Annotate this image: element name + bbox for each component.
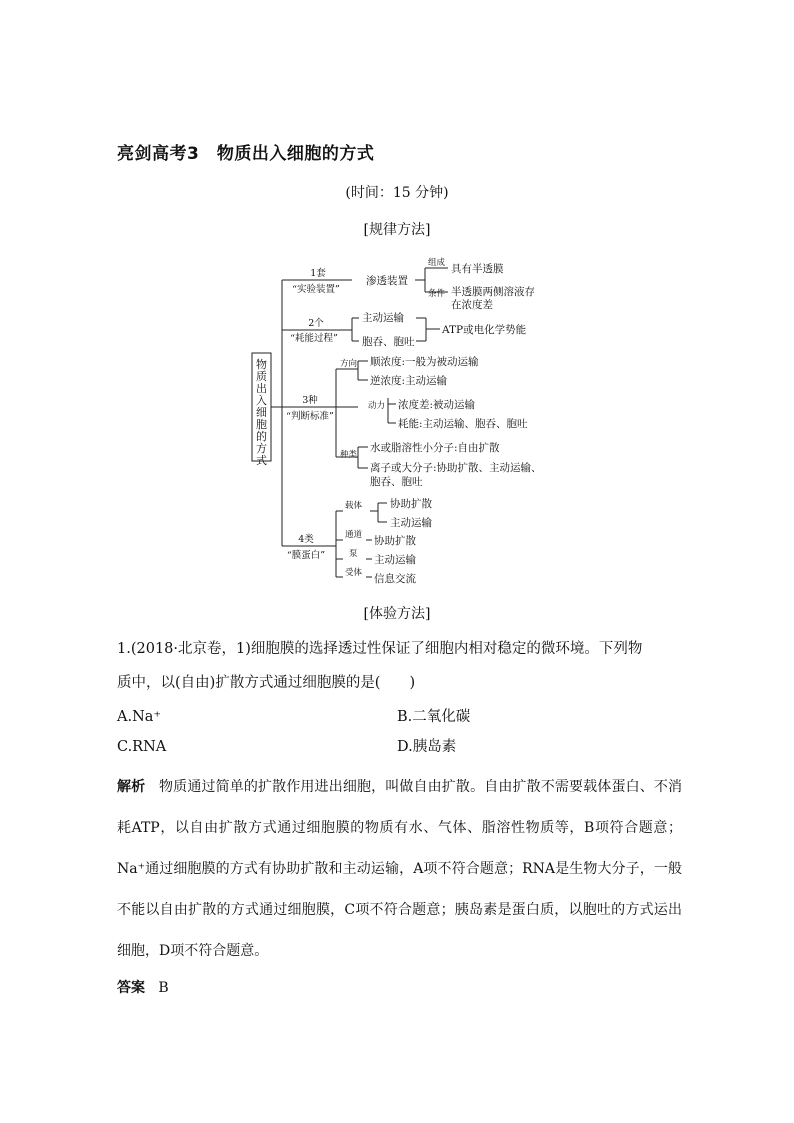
root-char: 方 xyxy=(256,442,267,455)
b3-t1: 水或脂溶性小分子:自由扩散 xyxy=(370,442,500,454)
b1-node: 渗透装置 xyxy=(366,275,408,287)
b4-c1: 协助扩散 xyxy=(390,498,432,510)
b3-t3: 胞吞、胞吐 xyxy=(370,476,423,488)
b2-name: “耗能过程” xyxy=(290,333,338,344)
b2-node1: 主动运输 xyxy=(362,312,404,324)
b4-count: 4类 xyxy=(298,534,314,545)
b1-val2a: 半透膜两侧溶液存 xyxy=(451,286,535,298)
time-limit: (时间：15 分钟) xyxy=(345,185,449,201)
b4-name: “膜蛋白” xyxy=(286,550,326,561)
b1-key2: 条件 xyxy=(428,289,446,299)
b4-channel: 通道 xyxy=(345,530,363,540)
answer-value: B xyxy=(158,980,169,996)
b1-key1: 组成 xyxy=(428,258,446,268)
b3-d2: 逆浓度:主动运输 xyxy=(370,375,448,387)
b3-d1: 顺浓度:一般为被动运输 xyxy=(370,356,479,368)
root-char: 出 xyxy=(256,382,267,395)
root-char: 入 xyxy=(256,394,267,407)
root-char: 质 xyxy=(256,370,267,383)
option-c: C.RNA xyxy=(117,739,167,755)
answer-label: 答案 xyxy=(117,980,145,996)
b3-direction: 方向 xyxy=(340,359,358,369)
root-char: 胞 xyxy=(256,418,267,431)
question-stem-line2: 质中，以(自由)扩散方式通过细胞膜的是( ) xyxy=(117,675,416,691)
b2-count: 2个 xyxy=(308,318,324,329)
b4-pump: 泵 xyxy=(349,549,358,559)
answer-line xyxy=(117,977,169,997)
analysis-text: 物质通过简单的扩散作用进出细胞，叫做自由扩散。自由扩散不需要载体蛋白、不消耗ATP，以自由扩散方式通过细胞膜的物质有水、气体、脂溶性物质等，B项符合题意；Na⁺通过细胞膜的方式有协助扩散和主动运输，A项不符合题意；RNA是生物大分子，一般不能以自由扩散的方式通过细胞膜，C项不符合题意；胰岛素是蛋白质，以胞吐的方式运出细胞，D项不符合题意。 xyxy=(117,779,682,959)
b3-p2: 耗能:主动运输、胞吞、胞吐 xyxy=(398,418,528,430)
root-char: 的 xyxy=(256,430,267,443)
analysis-paragraph xyxy=(117,767,682,972)
b3-t2: 离子或大分子:协助扩散、主动运输、 xyxy=(370,462,542,474)
b4-carrier: 载体 xyxy=(345,501,363,511)
b1-val2b: 在浓度差 xyxy=(451,299,493,311)
root-char: 细 xyxy=(256,406,267,419)
b2-node2: 胞吞、胞吐 xyxy=(362,336,415,348)
b3-p1: 浓度差:被动运输 xyxy=(398,399,476,411)
option-b: B.二氧化碳 xyxy=(397,709,471,725)
section-rules-heading: [规律方法] xyxy=(363,222,431,238)
analysis-label: 解析 xyxy=(117,779,146,795)
section-practice-heading: [体验方法] xyxy=(363,606,431,622)
option-d: D.胰岛素 xyxy=(397,739,457,755)
b3-name: “判断标准” xyxy=(286,411,334,422)
b1-name: “实验装置” xyxy=(292,284,340,295)
b4-ch1: 协助扩散 xyxy=(374,535,416,547)
b1-val1: 具有半透膜 xyxy=(451,263,504,275)
b1-count: 1套 xyxy=(310,268,326,279)
b3-count: 3种 xyxy=(302,395,318,406)
option-a: A.Na⁺ xyxy=(117,709,162,725)
root-char: 式 xyxy=(256,454,267,467)
b2-result: ATP或电化学势能 xyxy=(442,324,527,336)
question-stem-line1: 1.(2018·北京卷，1)细胞膜的选择透过性保证了细胞内相对稳定的微环境。下列物 xyxy=(117,641,643,657)
b4-r1: 信息交流 xyxy=(374,573,416,585)
b4-pu1: 主动运输 xyxy=(374,554,416,566)
b3-power: 动力 xyxy=(368,401,386,411)
root-char: 物 xyxy=(256,358,267,371)
b4-receptor: 受体 xyxy=(345,568,363,578)
b3-type: 种类 xyxy=(340,450,358,460)
page-title: 亮剑高考3 物质出入细胞的方式 xyxy=(117,144,375,164)
b4-c2: 主动运输 xyxy=(390,517,432,529)
